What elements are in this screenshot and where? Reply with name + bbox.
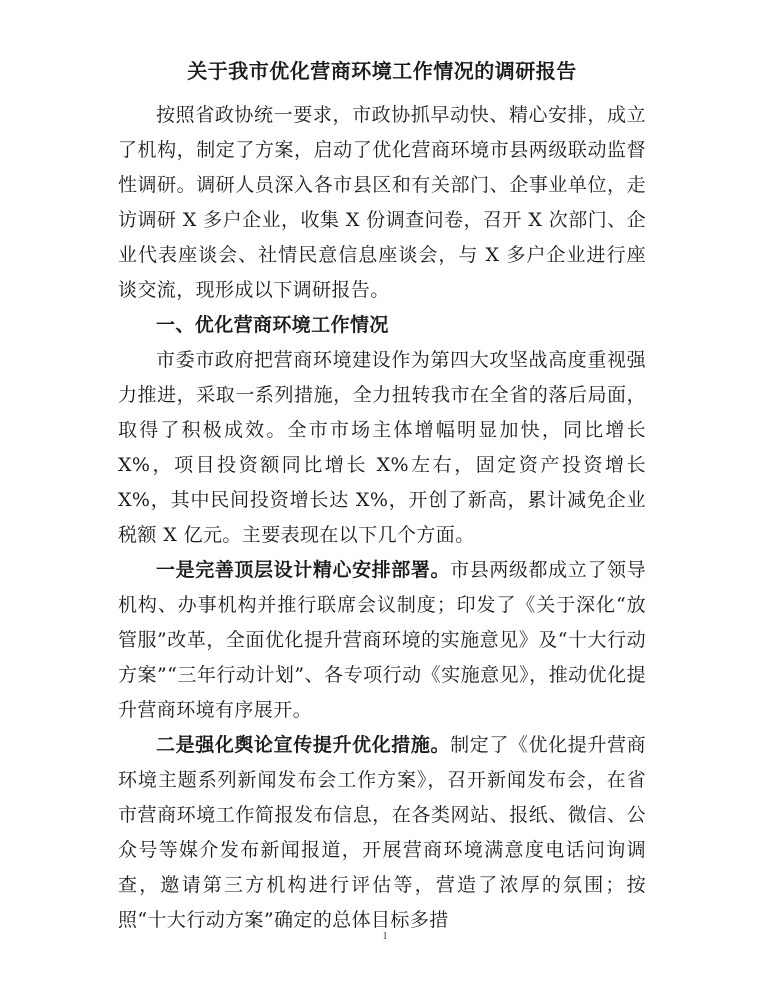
point-two-lead: 二是强化舆论宣传提升优化措施。 <box>156 734 451 756</box>
point-one-paragraph <box>118 553 646 728</box>
document-body <box>118 56 646 938</box>
document-title: 关于我市优化营商环境工作情况的调研报告 <box>187 59 577 83</box>
point-two-paragraph <box>118 728 646 938</box>
point-one-body: 市县两级都成立了领导机构、办事机构并推行联席会议制度；印发了《关于深化“放管服”改革，全面优化提升营商环境的实施意见》及“十大行动方案”“三年行动计划”、各专项行动《实施意见》，推动优化提升营商环境有序展开。 <box>118 559 646 721</box>
page-number: 1 <box>382 931 388 942</box>
point-one-lead: 一是完善顶层设计精心安排部署。 <box>156 559 451 581</box>
section-paragraph: 市委市政府把营商环境建设作为第四大攻坚战高度重视强力推进，采取一系列措施，全力扭转我市在全省的落后局面，取得了积极成效。全市市场主体增幅明显加快，同比增长 X%，项目投资额同比增长 X%左右，固定资产投资增长 X%，其中民间投资增长达 X%，开创了新高，累计减免企业税额 X 亿元。主要表现在以下几个方面。 <box>118 349 646 546</box>
point-two-body: 制定了《优化提升营商环境主题系列新闻发布会工作方案》，召开新闻发布会，在省市营商环境工作简报发布信息，在各类网站、报纸、微信、公众号等媒介发布新闻报道，开展营商环境满意度电话问询调查，邀请第三方机构进行评估等，营造了浓厚的氛围；按照“十大行动方案”确定的总体目标多措 <box>118 734 646 931</box>
section-heading: 一、优化营商环境工作情况 <box>156 314 389 336</box>
intro-paragraph: 按照省政协统一要求，市政协抓早动快、精心安排，成立了机构，制定了方案，启动了优化营商环境市县两级联动监督性调研。调研人员深入各市县区和有关部门、企事业单位，走访调研 X 多户企业，收集 X 份调查问卷，召开 X 次部门、企业代表座谈会、社情民意信息座谈会，与 X 多户企业进行座谈交流，现形成以下调研报告。 <box>118 104 646 301</box>
